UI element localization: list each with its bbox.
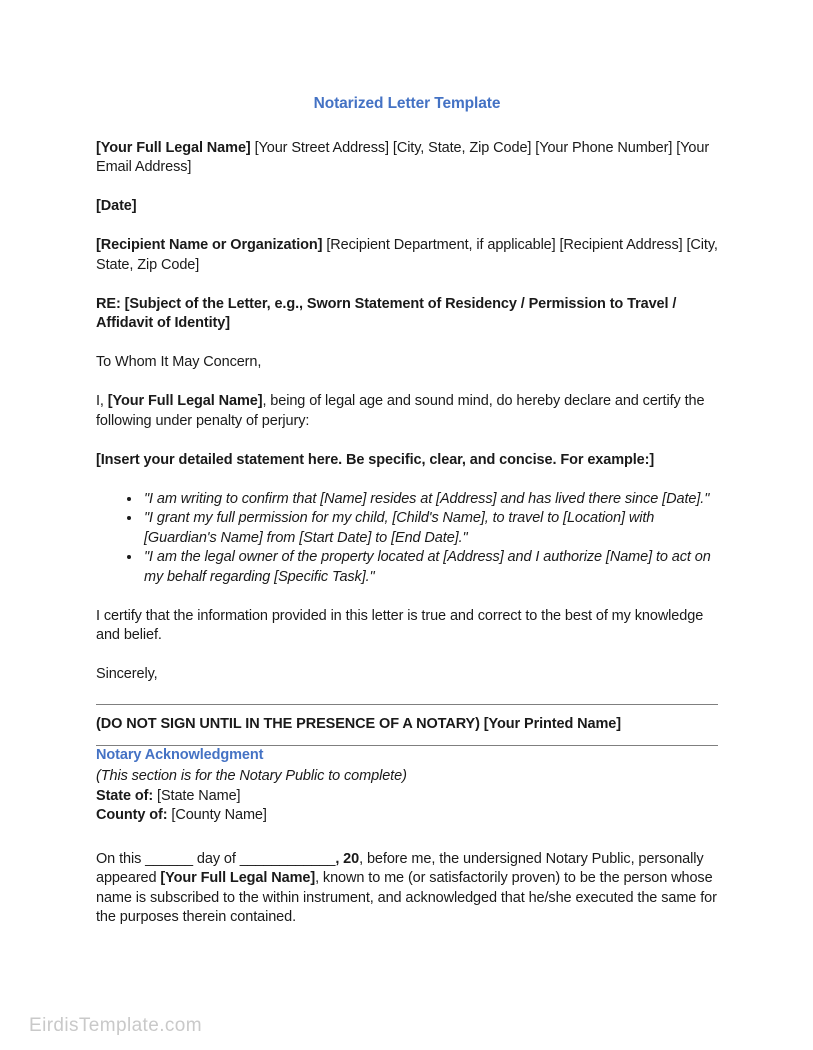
- page-title: Notarized Letter Template: [313, 95, 501, 112]
- statement-lead: On this: [96, 850, 146, 867]
- example-property-authorization: "I am the legal owner of the property located at [Address] and I authorize [Name] to act on my behalf regarding [Specific Task].": [144, 549, 711, 585]
- state-line: [96, 787, 718, 807]
- example-residency: "I am writing to confirm that [Name] resides at [Address] and has lived there since [Date].": [144, 490, 710, 507]
- county-line: [96, 806, 718, 826]
- declaration-name: [Your Full Legal Name]: [107, 393, 263, 409]
- declaration-paragraph: [96, 392, 718, 431]
- statement-middle: , before me, the undersigned Notary Public, personally appeared: [96, 850, 704, 886]
- month-blank: ____________: [239, 850, 336, 867]
- appeared-name: [Your Full Legal Name]: [160, 870, 316, 886]
- declaration-lead: I,: [96, 393, 108, 409]
- examples-list: [96, 490, 718, 588]
- recipient-rest: [Recipient Department, if applicable] [Recipient Address] [City, State, Zip Code]: [96, 237, 718, 273]
- statement-heading: [Insert your detailed statement here. Be specific, clear, and concise. For example:]: [96, 451, 655, 468]
- document-content: [96, 94, 718, 928]
- notary-section-heading: Notary Acknowledgment: [96, 746, 264, 763]
- day-blank: ______: [145, 850, 193, 867]
- recipient-paragraph: [96, 236, 718, 275]
- state-label: State of:: [96, 787, 154, 804]
- statement-rest: , known to me (or satisfactorily proven) to be the person whose name is subscribed to the within instrument, and acknowledged that he/she executed the same for the purposes therein contained.: [96, 870, 717, 925]
- closing: Sincerely,: [96, 666, 158, 682]
- state-value: [State Name]: [153, 787, 241, 804]
- salutation: To Whom It May Concern,: [96, 354, 262, 370]
- watermark: EirdisTemplate.com: [29, 1015, 202, 1036]
- sender-name: [Your Full Legal Name]: [96, 139, 251, 156]
- signature-divider-top: [96, 704, 718, 705]
- list-item: [142, 490, 718, 510]
- statement-day-of: day of: [192, 850, 240, 867]
- list-item: [142, 548, 718, 587]
- county-label: County of:: [96, 807, 168, 823]
- list-item: [142, 509, 718, 548]
- declaration-rest: , being of legal age and sound mind, do hereby declare and certify the following under penalty of perjury:: [96, 393, 705, 429]
- recipient-name: [Recipient Name or Organization]: [96, 237, 323, 253]
- certification-paragraph: I certify that the information provided in this letter is true and correct to the best of my knowledge and belief.: [96, 607, 704, 643]
- example-travel-permission: "I grant my full permission for my child, [Child's Name], to travel to [Location] with [Guardian's Name] from [Start Date] to [End Date].": [144, 510, 655, 546]
- year-prefix: , 20: [335, 850, 360, 867]
- county-value: [County Name]: [167, 807, 267, 823]
- signature-instruction: (DO NOT SIGN UNTIL IN THE PRESENCE OF A NOTARY) [Your Printed Name]: [96, 716, 621, 732]
- sender-rest: [Your Street Address] [City, State, Zip Code] [Your Phone Number] [Your Email Address]: [96, 139, 710, 175]
- notary-note: (This section is for the Notary Public to complete): [96, 768, 407, 784]
- date-line: [Date]: [96, 198, 137, 214]
- notary-statement: [96, 850, 718, 928]
- sender-paragraph: [96, 139, 718, 178]
- subject-line: RE: [Subject of the Letter, e.g., Sworn Statement of Residency / Permission to Travel / Affidavit of Identity]: [96, 295, 677, 331]
